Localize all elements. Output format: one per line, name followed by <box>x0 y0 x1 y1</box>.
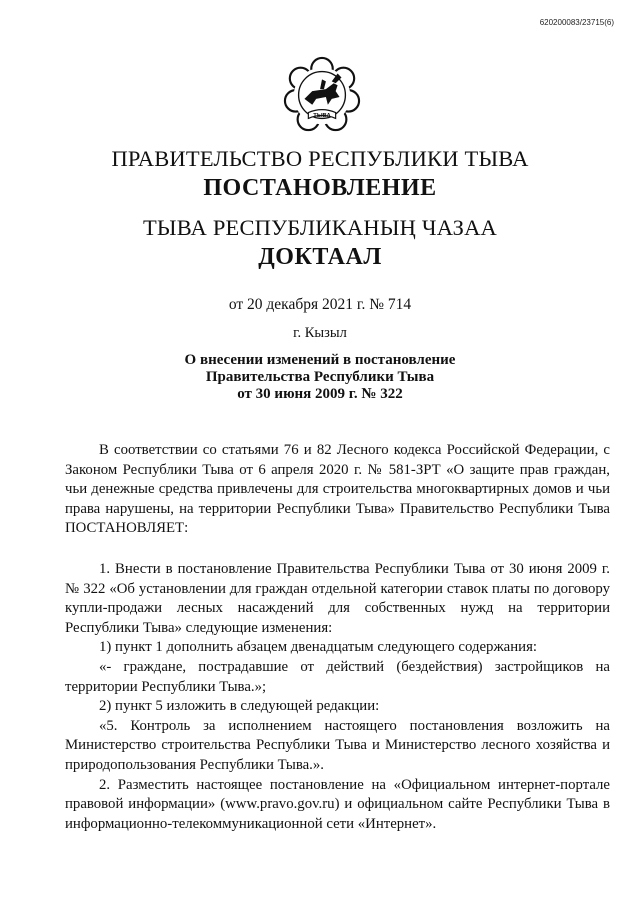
decree-title-ru: ПОСТАНОВЛЕНИЕ <box>203 175 437 201</box>
emblem-label: ТЫВА <box>313 112 331 119</box>
government-title-tyv: ТЫВА РЕСПУБЛИКАНЫҢ ЧАЗАА <box>142 215 498 240</box>
preamble-section <box>65 441 610 539</box>
subject-line: Правительства Республики Тыва <box>205 369 435 385</box>
sub-item-1: 1) пункт 1 дополнить абзацем двенадцатым следующего содержания: <box>99 639 537 656</box>
item-2: 2. Разместить настоящее постановление на «Официальном интернет-портале правовой информации» (www.pravo.gov.ru) и официальном сайте Республики Тыва в информационно-телекоммуникационной сети «Интернет». <box>65 776 610 832</box>
city: г. Кызыл <box>293 325 347 341</box>
decree-subject <box>0 352 640 403</box>
sub-item-1-text: «- граждане, пострадавшие от действий (бездействия) застройщиков на территории Республики Тыва.»; <box>65 658 610 695</box>
decree-date: от 20 декабря 2021 г. № 714 <box>228 296 412 313</box>
tyva-coat-of-arms-icon <box>283 56 361 134</box>
document-number: 620200083/23715(6) <box>539 18 614 27</box>
subject-line: от 30 июня 2009 г. № 322 <box>237 386 403 402</box>
government-title-ru: ПРАВИТЕЛЬСТВО РЕСПУБЛИКИ ТЫВА <box>111 146 529 171</box>
sub-item-2: 2) пункт 5 изложить в следующей редакции: <box>99 698 380 715</box>
item-1: 1. Внести в постановление Правительства Республики Тыва от 30 июня 2009 г. № 322 «Об установлении для граждан отдельной категории ставок платы по договору купли-продажи лесных насаждений для собственных нужд на территории Республики Тыва» следующие изменения: <box>65 561 610 636</box>
decree-items <box>65 560 610 834</box>
preamble-paragraph: В соответствии со статьями 76 и 82 Лесного кодекса Российской Федерации, с Законом Республики Тыва от 6 апреля 2020 г. № 581-ЗРТ «О защите прав граждан, чьи денежные средства привлечены для строительства многоквартирных домов и чьи права нарушены, на территории Республики Тыва» Правительство Республики Тыва ПОСТАНОВЛЯЕТ: <box>65 442 610 537</box>
subject-line: О внесении изменений в постановление <box>184 352 456 368</box>
decree-title-tyv: ДОКТААЛ <box>258 244 382 270</box>
sub-item-2-text: «5. Контроль за исполнением настоящего постановления возложить на Министерство строительства Республики Тыва и Министерство лесного хозяйства и природопользования Республики Тыва.». <box>65 717 610 773</box>
